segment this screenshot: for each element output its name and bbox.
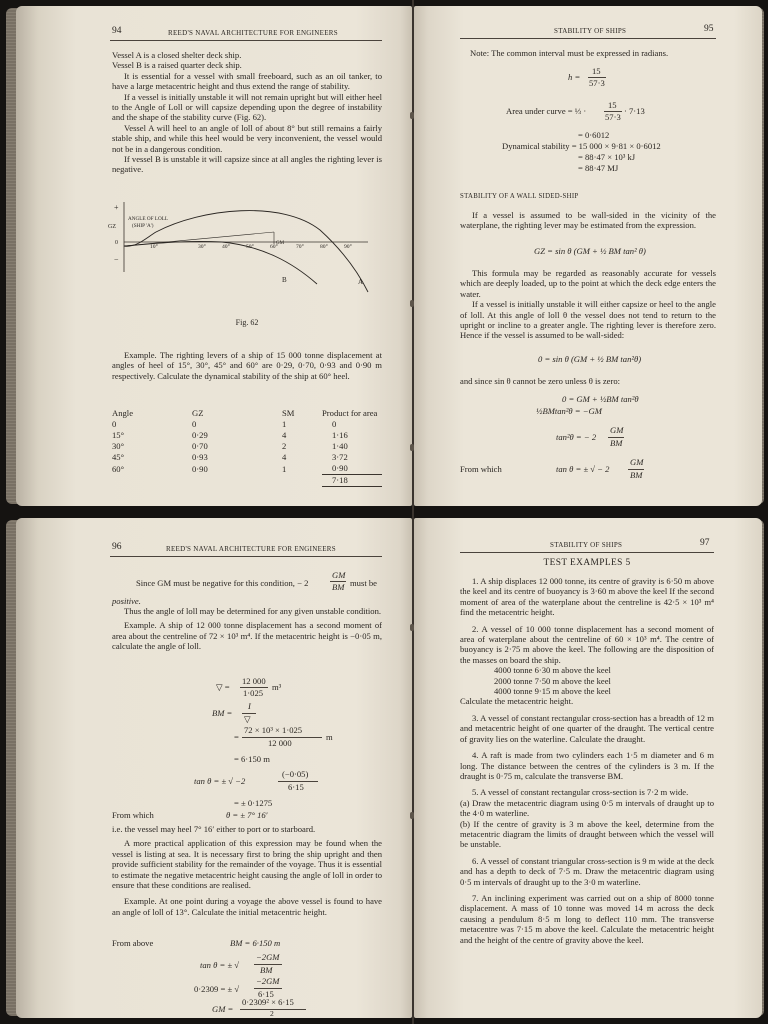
- binding-hole: [410, 300, 414, 307]
- calc-d3-den: 6·15: [258, 989, 274, 999]
- example-paragraph: Example. At one point during a voyage the above vessel is found to have an angle of loll of 13°. Calculate the initial metacentric height.: [112, 896, 382, 917]
- cell: 1·16: [332, 430, 348, 441]
- calc-4: = 6·150 m: [234, 754, 270, 764]
- paragraph: Vessel A will heel to an angle of loll of about 8° but still remains a fairly stable ship, and while this heel would be very inconvenient, the vessel would not be in a dangerous condition.: [112, 122, 382, 154]
- calc-d4-lhs: GM =: [212, 1004, 234, 1014]
- cell: 0·90: [322, 463, 382, 475]
- dyn-line-2: = 88·47 × 10³ kJ: [578, 152, 636, 162]
- equation-5-den: BM: [610, 438, 623, 448]
- head-rule: [460, 38, 716, 39]
- tick-label: 40°: [222, 244, 230, 250]
- calc-3-unit: m: [326, 732, 333, 742]
- paragraph: If a vessel is assumed to be wall-sided in the vicinity of the waterplane, the righting lever may be estimated from the expression.: [460, 210, 716, 231]
- mass-list: [460, 665, 714, 696]
- calc-d2-lhs: tan θ = ± √: [200, 960, 240, 970]
- calc-2-den: ▽: [244, 714, 251, 724]
- running-head: STABILITY OF SHIPS: [554, 27, 627, 35]
- equation-3: 0 = GM + ½BM tan²θ: [562, 394, 639, 404]
- cell: 0: [112, 419, 117, 430]
- calc-d1: BM = 6·150 m: [230, 938, 281, 948]
- paragraph: Vessel A is a closed shelter deck ship.: [112, 50, 242, 60]
- calc-1-unit: m³: [272, 682, 282, 692]
- figure-caption: Fig. 62: [235, 318, 259, 327]
- minus-sign: −: [114, 255, 119, 264]
- calc-d4-num: 0·2309² × 6·15: [242, 997, 294, 1007]
- table-row: [112, 430, 382, 441]
- cell: 0: [192, 419, 197, 430]
- question-1: 1. A ship displaces 12 000 tonne, its centre of gravity is 6·50 m above the keel and its centre of buoyancy is 3·60 m above the keel If the second moment of area of the waterplane about the centreline is 42·5 × 10³ m⁴ find the metacentric height.: [460, 576, 714, 618]
- question-5b: (b) If the centre of gravity is 3 m above the keel, determine from the metacentric diagram the limits of draught between which the vessel will be unstable.: [460, 818, 714, 850]
- cell: 4: [282, 430, 287, 441]
- equation-5-num: GM: [610, 425, 624, 435]
- example-text: [112, 350, 382, 381]
- calc-d4-den: 2: [270, 1009, 274, 1018]
- tick-label: 70°: [296, 244, 304, 250]
- since-text: and since sin θ cannot be zero unless θ is zero:: [460, 376, 621, 386]
- calc-d2-den: BM: [260, 965, 273, 975]
- curve-b-label: B: [282, 276, 287, 284]
- book-binding: [412, 512, 414, 1024]
- loll-label: ANGLE OF LOLL: [128, 216, 169, 222]
- from-which: From which: [112, 810, 154, 820]
- equation-6-lhs: tan θ = ± √ − 2: [556, 464, 610, 474]
- calc-5-lhs: tan θ = ± √ −2: [194, 776, 246, 786]
- page-number: 97: [700, 538, 710, 548]
- cell: 1: [282, 419, 287, 430]
- dyn-line-3: = 88·47 MJ: [578, 163, 619, 173]
- area-tail: · 7·13: [624, 106, 645, 116]
- question-3: 3. A vessel of constant rectangular cross-section has a breadth of 12 m and metacentric height of one quarter of the draught. The vertical centre of gravity lies on the waterline. Calculate the draught.: [460, 712, 714, 744]
- bottom-spread: [0, 512, 768, 1024]
- example-paragraph: Example. The righting levers of a ship of 15 000 tonne displacement at angles of heel of 15°, 30°, 45° and 60° are 0·29, 0·70, 0·93 and 0·90 m respectively. Calculate the dynamical stability of the ship at 60° heel.: [112, 350, 382, 381]
- plus-sign: +: [114, 203, 119, 212]
- origin-label: 0: [115, 240, 118, 246]
- table-row: [112, 441, 382, 452]
- cell: 0·90: [192, 463, 208, 474]
- cell: 3·72: [332, 452, 348, 463]
- cell: 0·29: [192, 430, 208, 441]
- calc-d2-num: −2GM: [256, 952, 280, 962]
- question-2-end: Calculate the metacentric height.: [460, 696, 574, 707]
- test-examples-list: [460, 576, 714, 945]
- h-den: 57·3: [589, 78, 605, 88]
- table-header: [112, 408, 382, 419]
- cell: 60°: [112, 463, 125, 474]
- calc-2-num: I: [248, 701, 251, 711]
- line-since-den: BM: [332, 582, 345, 592]
- cell: 45°: [112, 452, 125, 463]
- h-lhs: h =: [568, 72, 581, 82]
- question-5a: (a) Draw the metacentric diagram using 0·5 m intervals of draught up to the 4·0 m waterline.: [460, 797, 714, 819]
- paragraph: This formula may be regarded as reasonably accurate for vessels which are deeply loaded, up to the point at which the deck edge enters the water.: [460, 268, 716, 299]
- equation-6-num: GM: [630, 457, 644, 467]
- page-96: 96 REED'S NAVAL ARCHITECTURE FOR ENGINEERS Since GM must be negative for this condition, − 2 GM BM must be positive. Thus the angle of loll may be determined for any given unstable condition. Example. A ship of 12 000 tonne displacement has a second moment of area about the centreline of 72 × 10³ m⁴. If the metacentric height is −0·05 m, calculate the angle of loll. ▽ = 12 000 1·025 m³ BM = I ▽ = 72 × 10³ × 1·025 12 000 m = 6·150 m tan θ = ± √ −2 (−0·05) 6·15 = ± 0·1275 From which θ = ± 7° 16′ i.e. the vessel may heel 7° 16′ either to port or to starboard. A more practical application of this expression may be found when the vessel is listing at sea. It is necessary first to bring the ship upright and then provide sufficient stability for the remainder of the voyage. Thus it is essential to estimate the negative metacentric height causing the angle of loll in order to ensure that these conditions are realised. Example. At one point during a voyage the above vessel is found to have an angle of loll of 13°. Calculate the initial metacentric height. From above BM = 6·150 m tan θ = ± √ −2GM BM 0·2309 = ± √ −2GM 6·15 GM = 0·2309² × 6·15 2: [16, 518, 412, 1018]
- curve-a: [124, 211, 368, 292]
- positive: positive.: [112, 596, 141, 606]
- question-5: 5. A vessel of constant rectangular cross-section is 7·2 m wide.: [472, 787, 689, 798]
- test-examples-title: TEST EXAMPLES 5: [543, 558, 631, 568]
- calc-7: θ = ± 7° 16′: [226, 810, 268, 820]
- running-head: REED'S NAVAL ARCHITECTURE FOR ENGINEERS: [166, 545, 336, 553]
- dyn-stability: Dynamical stability = 15 000 × 9·81 × 0·6012: [502, 141, 661, 151]
- cell: 4: [282, 452, 287, 463]
- area-result: = 0·6012: [578, 130, 610, 140]
- calc-6: = ± 0·1275: [234, 798, 273, 808]
- cell: 15°: [112, 430, 125, 441]
- calc-3-den: 12 000: [268, 738, 292, 748]
- col-angle: Angle: [112, 408, 134, 419]
- calc-5-den: 6·15: [288, 782, 304, 792]
- calc-2-lhs: BM =: [212, 708, 233, 718]
- cell: 2: [282, 441, 287, 452]
- angle-ticks: [150, 243, 352, 250]
- calc-5-num: (−0·05): [282, 769, 309, 779]
- question-4: 4. A raft is made from two cylinders each 1·5 m diameter and 6 m long. The distance between the centres of the cylinders is 3 m. If the draught is 0·75 m, calculate the transverse BM.: [460, 750, 714, 781]
- question-7: 7. An inclining experiment was carried out on a ship of 8000 tonne displacement. A mass of 10 tonne was moved 14 m across the deck causing a pendulum 8·5 m long to deflect 110 mm. The transverse metacentre was 7·15 m above the keel. Calculate the metacentric height and the height of the centre of gravity above the keel.: [460, 892, 714, 945]
- equation-gz: GZ = sin θ (GM + ½ BM tan² θ): [534, 246, 646, 256]
- from-above: From above: [112, 938, 154, 948]
- tick-label: 10°: [150, 244, 158, 250]
- col-sm: SM: [282, 408, 295, 419]
- tick-label: 60°: [270, 244, 278, 250]
- head-rule: [460, 552, 714, 553]
- tick-label: 30°: [198, 244, 206, 250]
- equation-zero: 0 = sin θ (GM + ½ BM tan²θ): [538, 354, 642, 364]
- line-since-end: must be: [350, 578, 377, 588]
- page-94: [16, 6, 412, 506]
- wall-sided-text-2: [460, 268, 716, 341]
- tick-label: 90°: [344, 244, 352, 250]
- gz-table: [112, 408, 382, 487]
- calc-d3-num: −2GM: [256, 976, 280, 986]
- paragraph: Vessel B is a raised quarter deck ship.: [112, 60, 242, 71]
- list-item: 4000 tonne 9·15 m above the keel: [494, 686, 611, 697]
- loll-text: [112, 606, 382, 652]
- equation-6-den: BM: [630, 470, 643, 480]
- from-which: From which: [460, 464, 502, 474]
- paragraph: It is essential for a vessel with small freeboard, such as an oil tanker, to have a large metacentric height and thus extend the range of stability.: [112, 70, 382, 92]
- gz-label: GZ: [108, 224, 116, 230]
- calc-d3-lhs: 0·2309 = ± √: [194, 984, 240, 994]
- practical-text: [112, 824, 382, 917]
- running-head: REED'S NAVAL ARCHITECTURE FOR ENGINEERS: [168, 29, 338, 37]
- cell: 0·93: [192, 452, 208, 463]
- note: Note: The common interval must be expressed in radians.: [470, 48, 669, 58]
- col-gz: GZ: [192, 408, 204, 419]
- equation-5-lhs: tan²θ = − 2: [556, 432, 597, 442]
- page-97: [414, 518, 762, 1018]
- section-heading: STABILITY OF A WALL SIDED-SHIP: [460, 193, 579, 200]
- h-num: 15: [592, 66, 601, 76]
- cell: 1·40: [332, 441, 348, 452]
- paragraph: Thus the angle of loll may be determined for any given unstable condition.: [124, 606, 382, 616]
- paragraph: A more practical application of this expression may be found when the vessel is listing at sea. It is necessary first to bring the ship upright and then provide sufficient stability for the remainder of the voyage. Thus it is essential to estimate the negative metacentric height causing the angle of loll in order to ensure that these conditions are realised.: [112, 838, 382, 891]
- page-number: 96: [112, 542, 122, 552]
- binding-hole: [410, 444, 414, 451]
- page-95: [414, 6, 762, 506]
- cell: 30°: [112, 441, 125, 452]
- line-since: Since GM must be negative for this condition, − 2: [136, 578, 309, 588]
- calc-3-num: 72 × 10³ × 1·025: [244, 725, 303, 735]
- question-2: 2. A vessel of 10 000 tonne displacement has a second moment of area of waterplane about the centreline of 60 × 10³ m⁴. The centre of buoyancy is 2·75 m above the keel. The following are the disposition of the masses on board the ship.: [460, 623, 714, 665]
- intro-text: [112, 50, 382, 175]
- head-rule: [110, 40, 382, 41]
- binding-hole: [410, 624, 414, 631]
- cell: 1: [282, 463, 287, 474]
- book-binding: [412, 0, 414, 512]
- paragraph: If a vessel is initially unstable it will either capsize or heel to the angle of loll. At this angle of loll θ the vessel does not tend to return to the upright or incline to a greater angle. The righting lever is therefore zero. Hence if the vessel is assumed to be wall-sided:: [460, 299, 716, 341]
- head-rule: [110, 556, 382, 557]
- running-head: STABILITY OF SHIPS: [550, 541, 623, 549]
- area-den: 57·3: [605, 112, 621, 122]
- table-row: [112, 452, 382, 463]
- paragraph: If vessel B is unstable it will capsize since at all angles the righting lever is negative.: [112, 154, 382, 175]
- question-6: 6. A vessel of constant triangular cross-section is 9 m wide at the deck and has a depth to deck of 7·5 m. Draw the metacentric diagram using 0·5 m intervals of draught up to the 3·0 m waterline.: [460, 855, 714, 887]
- cell: 0: [332, 419, 337, 430]
- page-number: 95: [704, 24, 714, 34]
- paragraph: i.e. the vessel may heel 7° 16′ either to port or to starboard.: [112, 824, 316, 834]
- curve-a-label: A: [358, 278, 364, 286]
- area-label: Area under curve = ⅓ ·: [506, 106, 587, 116]
- calc-1-den: 1·025: [243, 688, 264, 698]
- line-since-num: GM: [332, 570, 346, 580]
- loll-label-ship: (SHIP 'A'): [132, 223, 154, 229]
- table-total: 7·18: [322, 475, 382, 487]
- stability-curve-figure: [108, 202, 384, 306]
- paragraph: If a vessel is initially unstable it will not remain upright but will either heel to the Angle of Loll or will capsize depending upon the degree of instability and the shape of the stability curve (Fig. 62).: [112, 91, 382, 123]
- cell: 0·70: [192, 441, 208, 452]
- calc-1-lhs: ▽ =: [216, 682, 230, 692]
- page-number: 94: [112, 26, 122, 36]
- table-total-row: [112, 475, 382, 487]
- equation-4: ½BMtan²θ = −GM: [536, 406, 602, 416]
- list-item: 4000 tonne 6·30 m above the keel: [494, 665, 611, 676]
- area-num: 15: [608, 100, 617, 110]
- table-row: [112, 419, 382, 430]
- col-product: Product for area: [322, 408, 378, 419]
- binding-hole: [410, 812, 414, 819]
- binding-hole: [410, 112, 414, 119]
- wall-sided-text-1: [460, 210, 716, 231]
- list-item: 2000 tonne 7·50 m above the keel: [494, 675, 611, 686]
- calc-1-num: 12 000: [242, 676, 266, 686]
- gm-label: GM: [276, 241, 285, 246]
- tick-label: 80°: [320, 244, 328, 250]
- example-paragraph: Example. A ship of 12 000 tonne displacement has a second moment of area about the centreline of 72 × 10³ m⁴. If the metacentric height is −0·05 m, calculate the angle of loll.: [112, 620, 382, 652]
- tick-label: 50°: [246, 244, 254, 250]
- table-row: [112, 463, 382, 475]
